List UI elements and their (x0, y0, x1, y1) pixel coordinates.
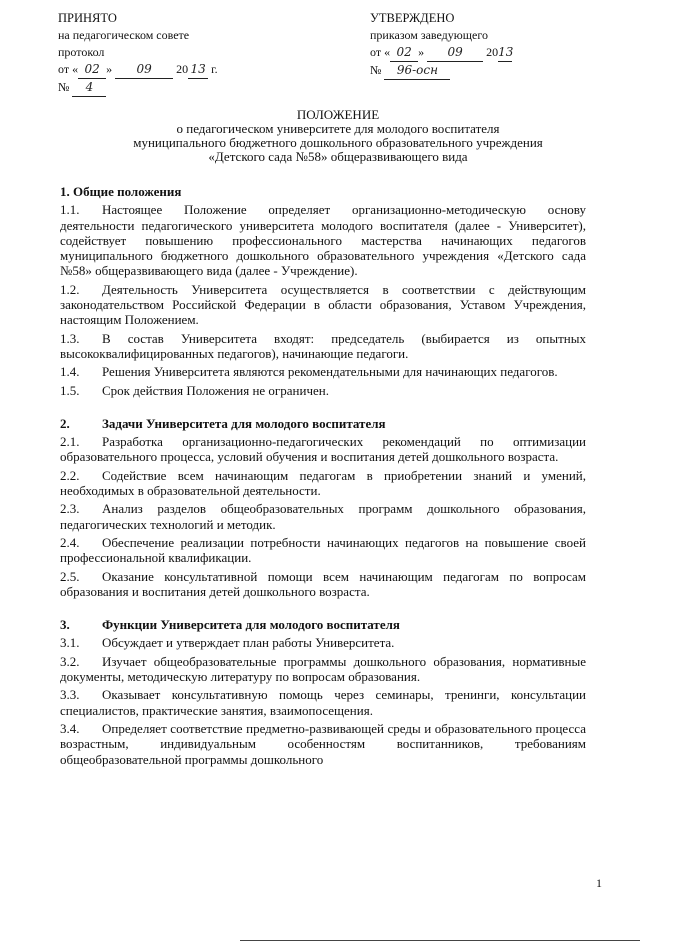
title-line2: о педагогическом университете для молодого воспитателя (176, 121, 500, 136)
paragraph: 1.5. Срок действия Положения не ограничен. (60, 382, 329, 398)
scan-edge-line (240, 940, 640, 941)
approval-year: 13 (188, 61, 208, 79)
section-1-title: 1. Общие положения (60, 184, 182, 199)
section-2-title: 2. Задачи Университета для молодого воспитателя (60, 415, 386, 431)
approval-title: ПРИНЯТО (58, 11, 117, 25)
approval-line1: на педагогическом совете (58, 28, 190, 42)
document-body (60, 184, 586, 770)
paragraph: 1.4. Решения Университета являются рекомендательными для начинающих педагогов. (60, 364, 558, 380)
approved-line1: приказом заведующего (370, 28, 488, 42)
title-line3: муниципального бюджетного дошкольного образовательного учреждения (133, 135, 543, 150)
paragraph: 2.4. Обеспечение реализации потребности начинающих педагогов на повышение своей профессиональной квалификации. (60, 534, 586, 566)
paragraph: 3.4. Определяет соответствие предметно-развивающей среды и образовательного процесса возрастным, индивидуальным особенностям воспитанников, требованиям общеобразовательной программы дошкольного (60, 720, 586, 767)
section-3-title: 3. Функции Университета для молодого воспитателя (60, 617, 400, 633)
paragraph: 1.3. В состав Университета входят: председатель (выбирается из опытных высококвалифицированных педагогов), начинающие педагоги. (60, 330, 586, 361)
approval-block-left (58, 10, 308, 97)
document-title (0, 108, 676, 164)
paragraph: 2.1. Разработка организационно-педагогических рекомендаций по оптимизации образовательного процесса, условий обучения и воспитания детей дошкольного возраста. (60, 434, 586, 465)
approval-month: 09 (115, 61, 173, 79)
paragraph: 3.3. Оказывает консультативную помощь через семинары, тренинги, консультации специалистов, практические занятия, взаимопосещения. (60, 687, 586, 718)
paragraph: 1.2. Деятельность Университета осуществляется в соответствии с действующим законодательством Российской Федерации в области образования, Уставом Учреждения, настоящим Положением. (60, 281, 586, 328)
approval-block-right (370, 10, 630, 80)
paragraph: 1.1. Настоящее Положение определяет организационно-методическую основу деятельности педагогического университета молодого воспитателя (далее - Университет), содействует повышению профессионального мастерства начинающих педагогов муниципального бюджетного дошкольного образовательного учреждения «Детского сада №58» общеразвивающего вида (далее - Учреждение). (60, 202, 586, 279)
approved-date: от « 02 » 09 2013 (370, 44, 630, 62)
paragraph: 3.1. Обсуждает и утверждает план работы Университета. (60, 635, 395, 651)
approved-number: № 96-осн (370, 62, 630, 80)
paragraph: 2.2. Содействие всем начинающим педагогам в приобретении знаний и умений, необходимых в образовательной деятельности. (60, 467, 586, 499)
paragraph: 2.5. Оказание консультативной помощи всем начинающим педагогам по вопросам образования и воспитания детей дошкольного возраста. (60, 568, 586, 599)
approved-number-value: 96-осн (384, 62, 450, 80)
approval-number: № 4 (58, 79, 308, 97)
approved-day: 02 (390, 44, 418, 62)
page-number: 1 (596, 876, 602, 890)
approved-month: 09 (427, 44, 483, 62)
paragraph: 2.3. Анализ разделов общеобразовательных программ дошкольного образования, педагогических технологий и методик. (60, 501, 586, 532)
approval-line2: протокол (58, 45, 105, 59)
title-line4: «Детского сада №58» общеразвивающего вида (208, 149, 468, 164)
title-line1: ПОЛОЖЕНИЕ (296, 107, 380, 122)
approved-year: 13 (498, 44, 512, 62)
approval-number-value: 4 (72, 79, 106, 97)
approval-date: от « 02 » 09 20 13 г. (58, 61, 308, 79)
paragraph: 3.2. Изучает общеобразовательные программы дошкольного образования, нормативные документы, методическую литературу по вопросам образования. (60, 653, 586, 685)
approval-day: 02 (78, 61, 106, 79)
approved-title: УТВЕРЖДЕНО (370, 11, 455, 25)
